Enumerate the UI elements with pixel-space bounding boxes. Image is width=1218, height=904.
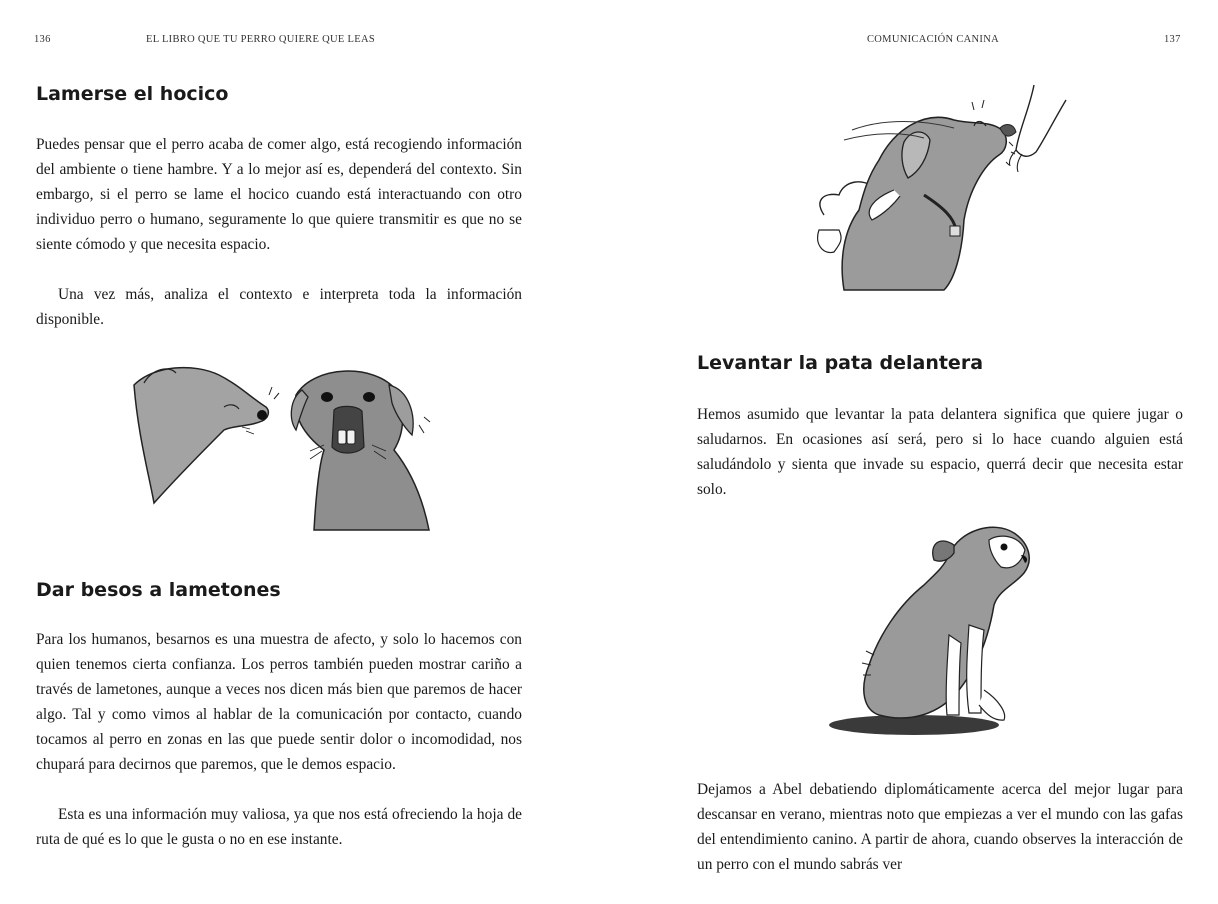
dogs-licking-illustration [124, 355, 434, 535]
right-page [609, 0, 1218, 904]
page-number: 136 [34, 34, 51, 45]
dog-raising-paw-illustration [829, 515, 1044, 740]
paragraph: Esta es una información muy valiosa, ya que nos está ofreciendo la hoja de ruta de qué es lo que le gusta o no en ese instante. [36, 806, 522, 848]
page-number: 137 [1164, 34, 1181, 45]
running-head: COMUNICACIÓN CANINA [867, 34, 999, 45]
paragraph: Una vez más, analiza el contexto e interpreta toda la información disponible. [36, 286, 522, 328]
paragraph: Puedes pensar que el perro acaba de comer algo, está recogiendo información del ambiente o tiene hambre. Y a lo mejor así es, dependerá del contexto. Sin embargo, si el perro se lame el hocico cuando está interactuando con otro individuo perro o humano, seguramente lo que quiere transmitir es que no se siente cómodo y que necesita espacio. [36, 136, 522, 253]
section-heading: Lamerse el hocico [36, 83, 229, 105]
paragraph: Para los humanos, besarnos es una muestra de afecto, y solo lo hacemos con quien tenemos cierta confianza. Los perros también pueden mostrar cariño a través de lametones, aunque a veces nos dicen más bien que paremos de hacer algo. Tal y como vimos al hablar de la comunicación por contacto, cuando tocamos al perro en zonas en las que puede sentir dolor o incomodidad, nos chupará para decirnos que paremos, que le demos espacio. [36, 631, 522, 773]
paragraph: Dejamos a Abel debatiendo diplomáticamente acerca del mejor lugar para descansar en verano, mientras noto que empiezas a ver el mundo con las gafas del entendimiento canino. A partir de ahora, cuando observes la interacción de un perro con el mundo sabrás ver [697, 781, 1183, 873]
section-heading: Dar besos a lametones [36, 579, 281, 601]
dog-licking-hand-illustration [804, 80, 1114, 295]
paragraph: Hemos asumido que levantar la pata delantera significa que quiere jugar o saludarnos. En ocasiones así será, pero si lo hace cuando alguien está saludándolo y sienta que invade su espacio, querrá decir que necesita estar solo. [697, 406, 1183, 498]
running-head: EL LIBRO QUE TU PERRO QUIERE QUE LEAS [146, 34, 375, 45]
section-heading: Levantar la pata delantera [697, 352, 984, 374]
